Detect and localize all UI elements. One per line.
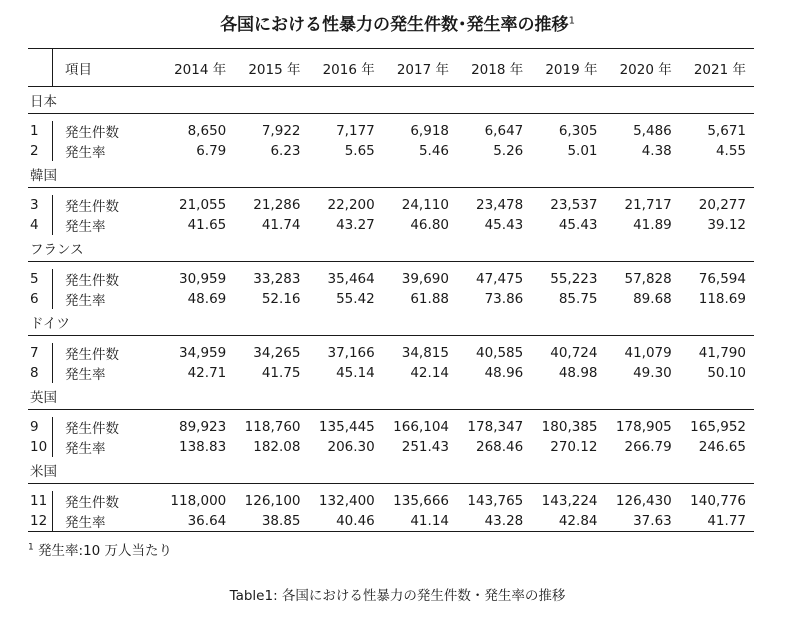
table-row: [28, 511, 754, 532]
value-cell: 7,177: [336, 123, 375, 139]
row-index: 4: [30, 217, 39, 233]
value-cell: 41,079: [624, 345, 672, 361]
value-cell: 40,585: [476, 345, 524, 361]
row-label: 発生率: [53, 289, 161, 309]
value-cell: 21,717: [624, 197, 672, 213]
row-label: 発生率: [53, 141, 161, 161]
value-cell: 4.55: [715, 143, 746, 159]
table-row: [28, 491, 754, 511]
value-cell: 5.26: [493, 143, 524, 159]
value-cell: 39.12: [707, 217, 746, 233]
header-year-cell: 2014 年: [160, 49, 234, 87]
table-row: [28, 269, 754, 289]
row-index: 3: [30, 197, 39, 213]
value-cell: 21,055: [179, 197, 227, 213]
row-index: 12: [28, 511, 53, 532]
value-cell: 89.68: [633, 291, 672, 307]
group-spacer-cell: [28, 114, 754, 121]
value-cell: 5,486: [633, 123, 672, 139]
value-cell: 5.01: [567, 143, 598, 159]
group-name: 日本: [30, 94, 57, 110]
value-cell: 251.43: [401, 439, 449, 455]
value-cell: 36.64: [160, 511, 234, 532]
value-cell: 85.75: [558, 291, 598, 307]
title-footnote-mark: 1: [568, 15, 575, 27]
value-cell: 135,666: [393, 493, 449, 509]
header-year-cell: 2020 年: [606, 49, 680, 87]
group-spacer: [28, 336, 754, 343]
group-spacer-cell: [28, 188, 754, 195]
value-cell: 23,537: [550, 197, 598, 213]
value-cell: 5.46: [418, 143, 449, 159]
value-cell: 48.96: [484, 365, 524, 381]
row-index: 11: [30, 493, 48, 509]
title-text: 各国における性暴力の発生件数･発生率の推移: [220, 15, 569, 35]
value-cell: 39,690: [401, 271, 449, 287]
value-cell: 41.74: [261, 217, 301, 233]
group-spacer: [28, 484, 754, 491]
value-cell: 40.46: [309, 511, 383, 532]
group-spacer: [28, 114, 754, 121]
group-name: 米国: [30, 464, 57, 480]
row-label: 発生率: [53, 437, 161, 457]
row-label: 発生件数: [53, 343, 161, 363]
footnote-text: 発生率:10 万人当たり: [38, 543, 173, 559]
value-cell: 50.10: [707, 365, 746, 381]
value-cell: 126,100: [244, 493, 301, 509]
row-label: 発生率: [53, 215, 161, 235]
table-row: [28, 363, 754, 383]
table-row: [28, 195, 754, 215]
header-year-cell: 2016 年: [309, 49, 383, 87]
group-name: 英国: [30, 390, 57, 406]
value-cell: 41.65: [187, 217, 227, 233]
value-cell: 35,464: [327, 271, 375, 287]
value-cell: 7,922: [261, 123, 301, 139]
value-cell: 48.69: [187, 291, 227, 307]
value-cell: 266.79: [624, 439, 672, 455]
value-cell: 132,400: [318, 493, 375, 509]
data-table: [28, 48, 754, 532]
value-cell: 143,224: [541, 493, 598, 509]
value-cell: 8,650: [187, 123, 227, 139]
row-label: 発生件数: [53, 417, 161, 437]
value-cell: 37.63: [606, 511, 680, 532]
table-row: [28, 289, 754, 309]
value-cell: 45.43: [558, 217, 598, 233]
value-cell: 135,445: [318, 419, 375, 435]
row-label: 発生件数: [53, 491, 161, 511]
group-spacer-cell: [28, 336, 754, 343]
value-cell: 41.89: [633, 217, 672, 233]
value-cell: 178,905: [615, 419, 672, 435]
value-cell: 206.30: [327, 439, 375, 455]
group-name: フランス: [30, 242, 84, 258]
value-cell: 45.14: [336, 365, 375, 381]
row-index: 1: [30, 123, 39, 139]
value-cell: 4.38: [641, 143, 672, 159]
table-row: [28, 215, 754, 235]
value-cell: 42.71: [187, 365, 227, 381]
table-row: [28, 141, 754, 161]
value-cell: 40,724: [550, 345, 598, 361]
value-cell: 43.27: [336, 217, 375, 233]
value-cell: 55.42: [336, 291, 375, 307]
value-cell: 41.77: [680, 511, 754, 532]
group-header-row: [28, 161, 754, 188]
value-cell: 182.08: [253, 439, 301, 455]
value-cell: 57,828: [624, 271, 672, 287]
value-cell: 24,110: [401, 197, 449, 213]
header-year-cell: 2015 年: [234, 49, 308, 87]
value-cell: 48.98: [558, 365, 598, 381]
value-cell: 118,000: [170, 493, 227, 509]
value-cell: 6,305: [558, 123, 598, 139]
row-index: 5: [30, 271, 39, 287]
group-header-row: [28, 457, 754, 484]
value-cell: 73.86: [484, 291, 524, 307]
value-cell: 6.79: [196, 143, 227, 159]
value-cell: 34,265: [253, 345, 301, 361]
group-spacer-cell: [28, 262, 754, 269]
value-cell: 20,277: [698, 197, 746, 213]
value-cell: 89,923: [179, 419, 227, 435]
value-cell: 140,776: [690, 493, 746, 509]
row-label: 発生件数: [53, 195, 161, 215]
value-cell: 178,347: [467, 419, 524, 435]
value-cell: 6,647: [484, 123, 524, 139]
table-row: [28, 417, 754, 437]
value-cell: 6.23: [270, 143, 301, 159]
row-index: 9: [30, 419, 39, 435]
value-cell: 118,760: [244, 419, 301, 435]
group-name: ドイツ: [30, 316, 70, 332]
group-header-row: [28, 309, 754, 336]
value-cell: 46.80: [410, 217, 449, 233]
value-cell: 118.69: [698, 291, 746, 307]
value-cell: 41.75: [261, 365, 301, 381]
value-cell: 45.43: [484, 217, 524, 233]
value-cell: 49.30: [633, 365, 672, 381]
header-year-cell: 2021 年: [680, 49, 754, 87]
value-cell: 42.14: [410, 365, 449, 381]
value-cell: 52.16: [261, 291, 301, 307]
row-index: 7: [30, 345, 39, 361]
value-cell: 165,952: [690, 419, 746, 435]
value-cell: 6,918: [410, 123, 449, 139]
header-year-cell: 2019 年: [531, 49, 605, 87]
table-title: [0, 10, 795, 35]
value-cell: 268.46: [476, 439, 524, 455]
row-index: 2: [30, 143, 39, 159]
value-cell: 21,286: [253, 197, 301, 213]
footnote: [28, 539, 172, 559]
value-cell: 143,765: [467, 493, 524, 509]
value-cell: 41,790: [698, 345, 746, 361]
group-spacer-cell: [28, 484, 754, 491]
row-label: 発生率: [53, 363, 161, 383]
row-index: 10: [30, 439, 48, 455]
value-cell: 33,283: [253, 271, 301, 287]
row-index: 8: [30, 365, 39, 381]
value-cell: 22,200: [327, 197, 375, 213]
row-label: 発生率: [53, 511, 161, 532]
value-cell: 43.28: [457, 511, 531, 532]
value-cell: 38.85: [234, 511, 308, 532]
group-header-row: [28, 383, 754, 410]
value-cell: 30,959: [179, 271, 227, 287]
group-name: 韓国: [30, 168, 57, 184]
value-cell: 61.88: [410, 291, 449, 307]
group-spacer: [28, 188, 754, 195]
value-cell: 55,223: [550, 271, 598, 287]
header-item-cell: 項目: [53, 49, 161, 87]
group-spacer-cell: [28, 410, 754, 417]
row-index: 6: [30, 291, 39, 307]
value-cell: 41.14: [383, 511, 457, 532]
value-cell: 34,959: [179, 345, 227, 361]
value-cell: 180,385: [541, 419, 598, 435]
row-label: 発生件数: [53, 121, 161, 141]
table-row: [28, 121, 754, 141]
group-spacer: [28, 262, 754, 269]
table-row: [28, 343, 754, 363]
table-row: [28, 437, 754, 457]
value-cell: 5,671: [707, 123, 746, 139]
value-cell: 270.12: [550, 439, 598, 455]
value-cell: 42.84: [531, 511, 605, 532]
value-cell: 246.65: [698, 439, 746, 455]
row-label: 発生件数: [53, 269, 161, 289]
value-cell: 138.83: [179, 439, 227, 455]
group-header-row: [28, 235, 754, 262]
value-cell: 76,594: [698, 271, 746, 287]
header-year-cell: 2017 年: [383, 49, 457, 87]
group-header-row: [28, 87, 754, 114]
value-cell: 37,166: [327, 345, 375, 361]
value-cell: 23,478: [476, 197, 524, 213]
value-cell: 47,475: [476, 271, 524, 287]
value-cell: 34,815: [401, 345, 449, 361]
header-index-cell: [28, 49, 53, 87]
table-caption: Table1: 各国における性暴力の発生件数・発生率の推移: [229, 588, 566, 604]
table-body: [28, 87, 754, 532]
value-cell: 166,104: [393, 419, 449, 435]
table-header-row: [28, 49, 754, 87]
value-cell: 5.65: [344, 143, 375, 159]
footnote-mark: 1: [28, 542, 34, 553]
value-cell: 126,430: [615, 493, 672, 509]
header-year-cell: 2018 年: [457, 49, 531, 87]
group-spacer: [28, 410, 754, 417]
